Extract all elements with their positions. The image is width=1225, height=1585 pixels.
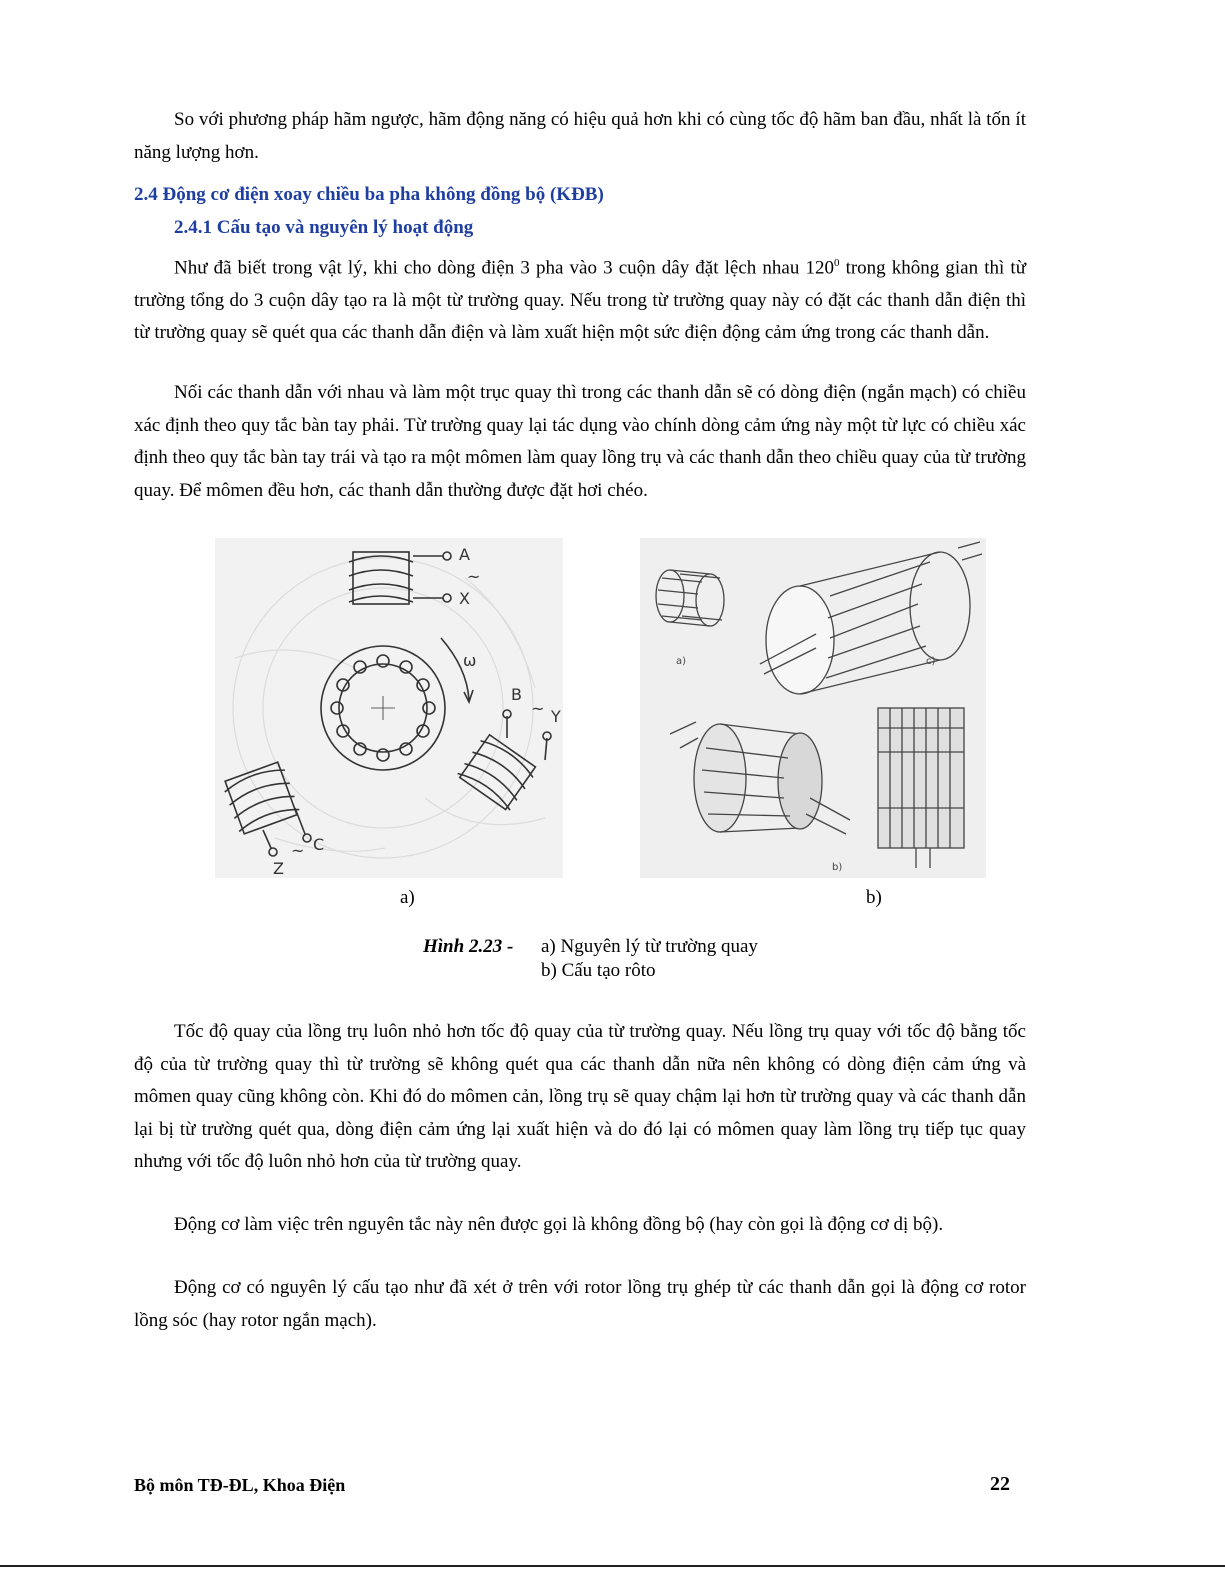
paragraph-squirrel-cage: Động cơ có nguyên lý cấu tạo như đã xét ở trên với rotor lồng trụ ghép từ các thanh dẫn gọi là động cơ rotor lồng sóc (hay rotor ngắn mạch). bbox=[134, 1277, 1026, 1331]
tilde-ax: ~ bbox=[467, 567, 481, 586]
label-b: B bbox=[511, 685, 522, 704]
label-a: A bbox=[459, 545, 470, 564]
figure-label-a: a) bbox=[400, 887, 415, 908]
figure-caption-b: b) Cấu tạo rôto bbox=[541, 960, 656, 981]
paragraph-torque: Nối các thanh dẫn với nhau và làm một trục quay thì trong các thanh dẫn sẽ có dòng điện (ngắn mạch) có chiều xác định theo quy tắc bàn tay phải. Từ trường quay lại tác dụng vào chính dòng cảm ứng này một từ lực có chiều xác định theo quy tắc bàn tay trái và tạo ra một mômen làm quay lồng trụ và các thanh dẫn theo chiều quay của từ trường quay. Để mômen đều hơn, các thanh dẫn thường được đặt hơi chéo. bbox=[134, 382, 1026, 501]
figure-caption-title: Hình 2.23 - bbox=[423, 936, 514, 957]
section-heading: 2.4 Động cơ điện xoay chiều ba pha không đồng bộ (KĐB) bbox=[134, 184, 604, 205]
figure-label-b: b) bbox=[866, 887, 882, 908]
page-bottom-rule bbox=[0, 1565, 1225, 1567]
tilde-by: ~ bbox=[531, 699, 545, 718]
label-c: C bbox=[313, 835, 325, 854]
label-sub-b: b) bbox=[832, 862, 843, 873]
rotating-field-drawing bbox=[215, 538, 563, 878]
figure-a-rotating-field-diagram bbox=[215, 538, 563, 878]
tilde-cz: ~ bbox=[291, 841, 305, 860]
figure-b-rotor-photo bbox=[640, 538, 986, 878]
subsection-heading: 2.4.1 Cấu tạo và nguyên lý hoạt động bbox=[174, 217, 474, 238]
paragraph-rotating-field bbox=[134, 247, 1026, 350]
paragraph-async: Động cơ làm việc trên nguyên tắc này nên được gọi là không đồng bộ (hay còn gọi là động cơ dị bộ). bbox=[174, 1214, 944, 1235]
label-x: X bbox=[459, 589, 470, 608]
footer-department: Bộ môn TĐ-ĐL, Khoa Điện bbox=[134, 1475, 346, 1495]
label-sub-a: a) bbox=[676, 656, 687, 667]
label-y: Y bbox=[551, 707, 561, 726]
paragraph-speed: Tốc độ quay của lồng trụ luôn nhỏ hơn tốc độ quay của từ trường quay. Nếu lồng trụ quay với tốc độ bằng tốc độ của từ trường quay thì từ trường sẽ không quét qua các thanh dẫn nữa nên không có dòng điện cảm ứng và mômen quay cũng không còn. Khi đó do mômen cản, lồng trụ sẽ quay chậm lại hơn từ trường quay và các thanh dẫn lại bị từ trường quét qua, dòng điện cảm ứng lại xuất hiện và do đó lại có mômen quay làm lồng trụ tiếp tục quay nhưng với tốc độ luôn nhỏ hơn của từ trường quay. bbox=[134, 1021, 1026, 1172]
paragraph-text-part-1: Như đã biết trong vật lý, khi cho dòng điện 3 pha vào 3 cuộn dây đặt lệch nhau 120 bbox=[174, 257, 834, 279]
rotor-drawing bbox=[640, 538, 986, 878]
label-sub-c: c) bbox=[926, 656, 936, 667]
degree-superscript: 0 bbox=[833, 257, 840, 269]
paragraph-intro: So với phương pháp hãm ngược, hãm động năng có hiệu quả hơn khi có cùng tốc độ hãm ban đầu, nhất là tốn ít năng lượng hơn. bbox=[134, 109, 1026, 163]
figure-caption-a: a) Nguyên lý từ trường quay bbox=[541, 936, 758, 957]
page-number: 22 bbox=[990, 1473, 1010, 1495]
paragraph-text-part-2: trong không gian thì từ trường tổng do 3 cuộn dây tạo ra là một từ trường quay. Nếu trong từ trường quay này có đặt các thanh dẫn điện thì từ trường quay sẽ quét qua các thanh dẫn điện và làm xuất hiện một sức điện động cảm ứng trong các thanh dẫn. bbox=[134, 257, 1026, 344]
label-z: Z bbox=[273, 859, 284, 878]
label-omega: ω bbox=[463, 651, 477, 670]
